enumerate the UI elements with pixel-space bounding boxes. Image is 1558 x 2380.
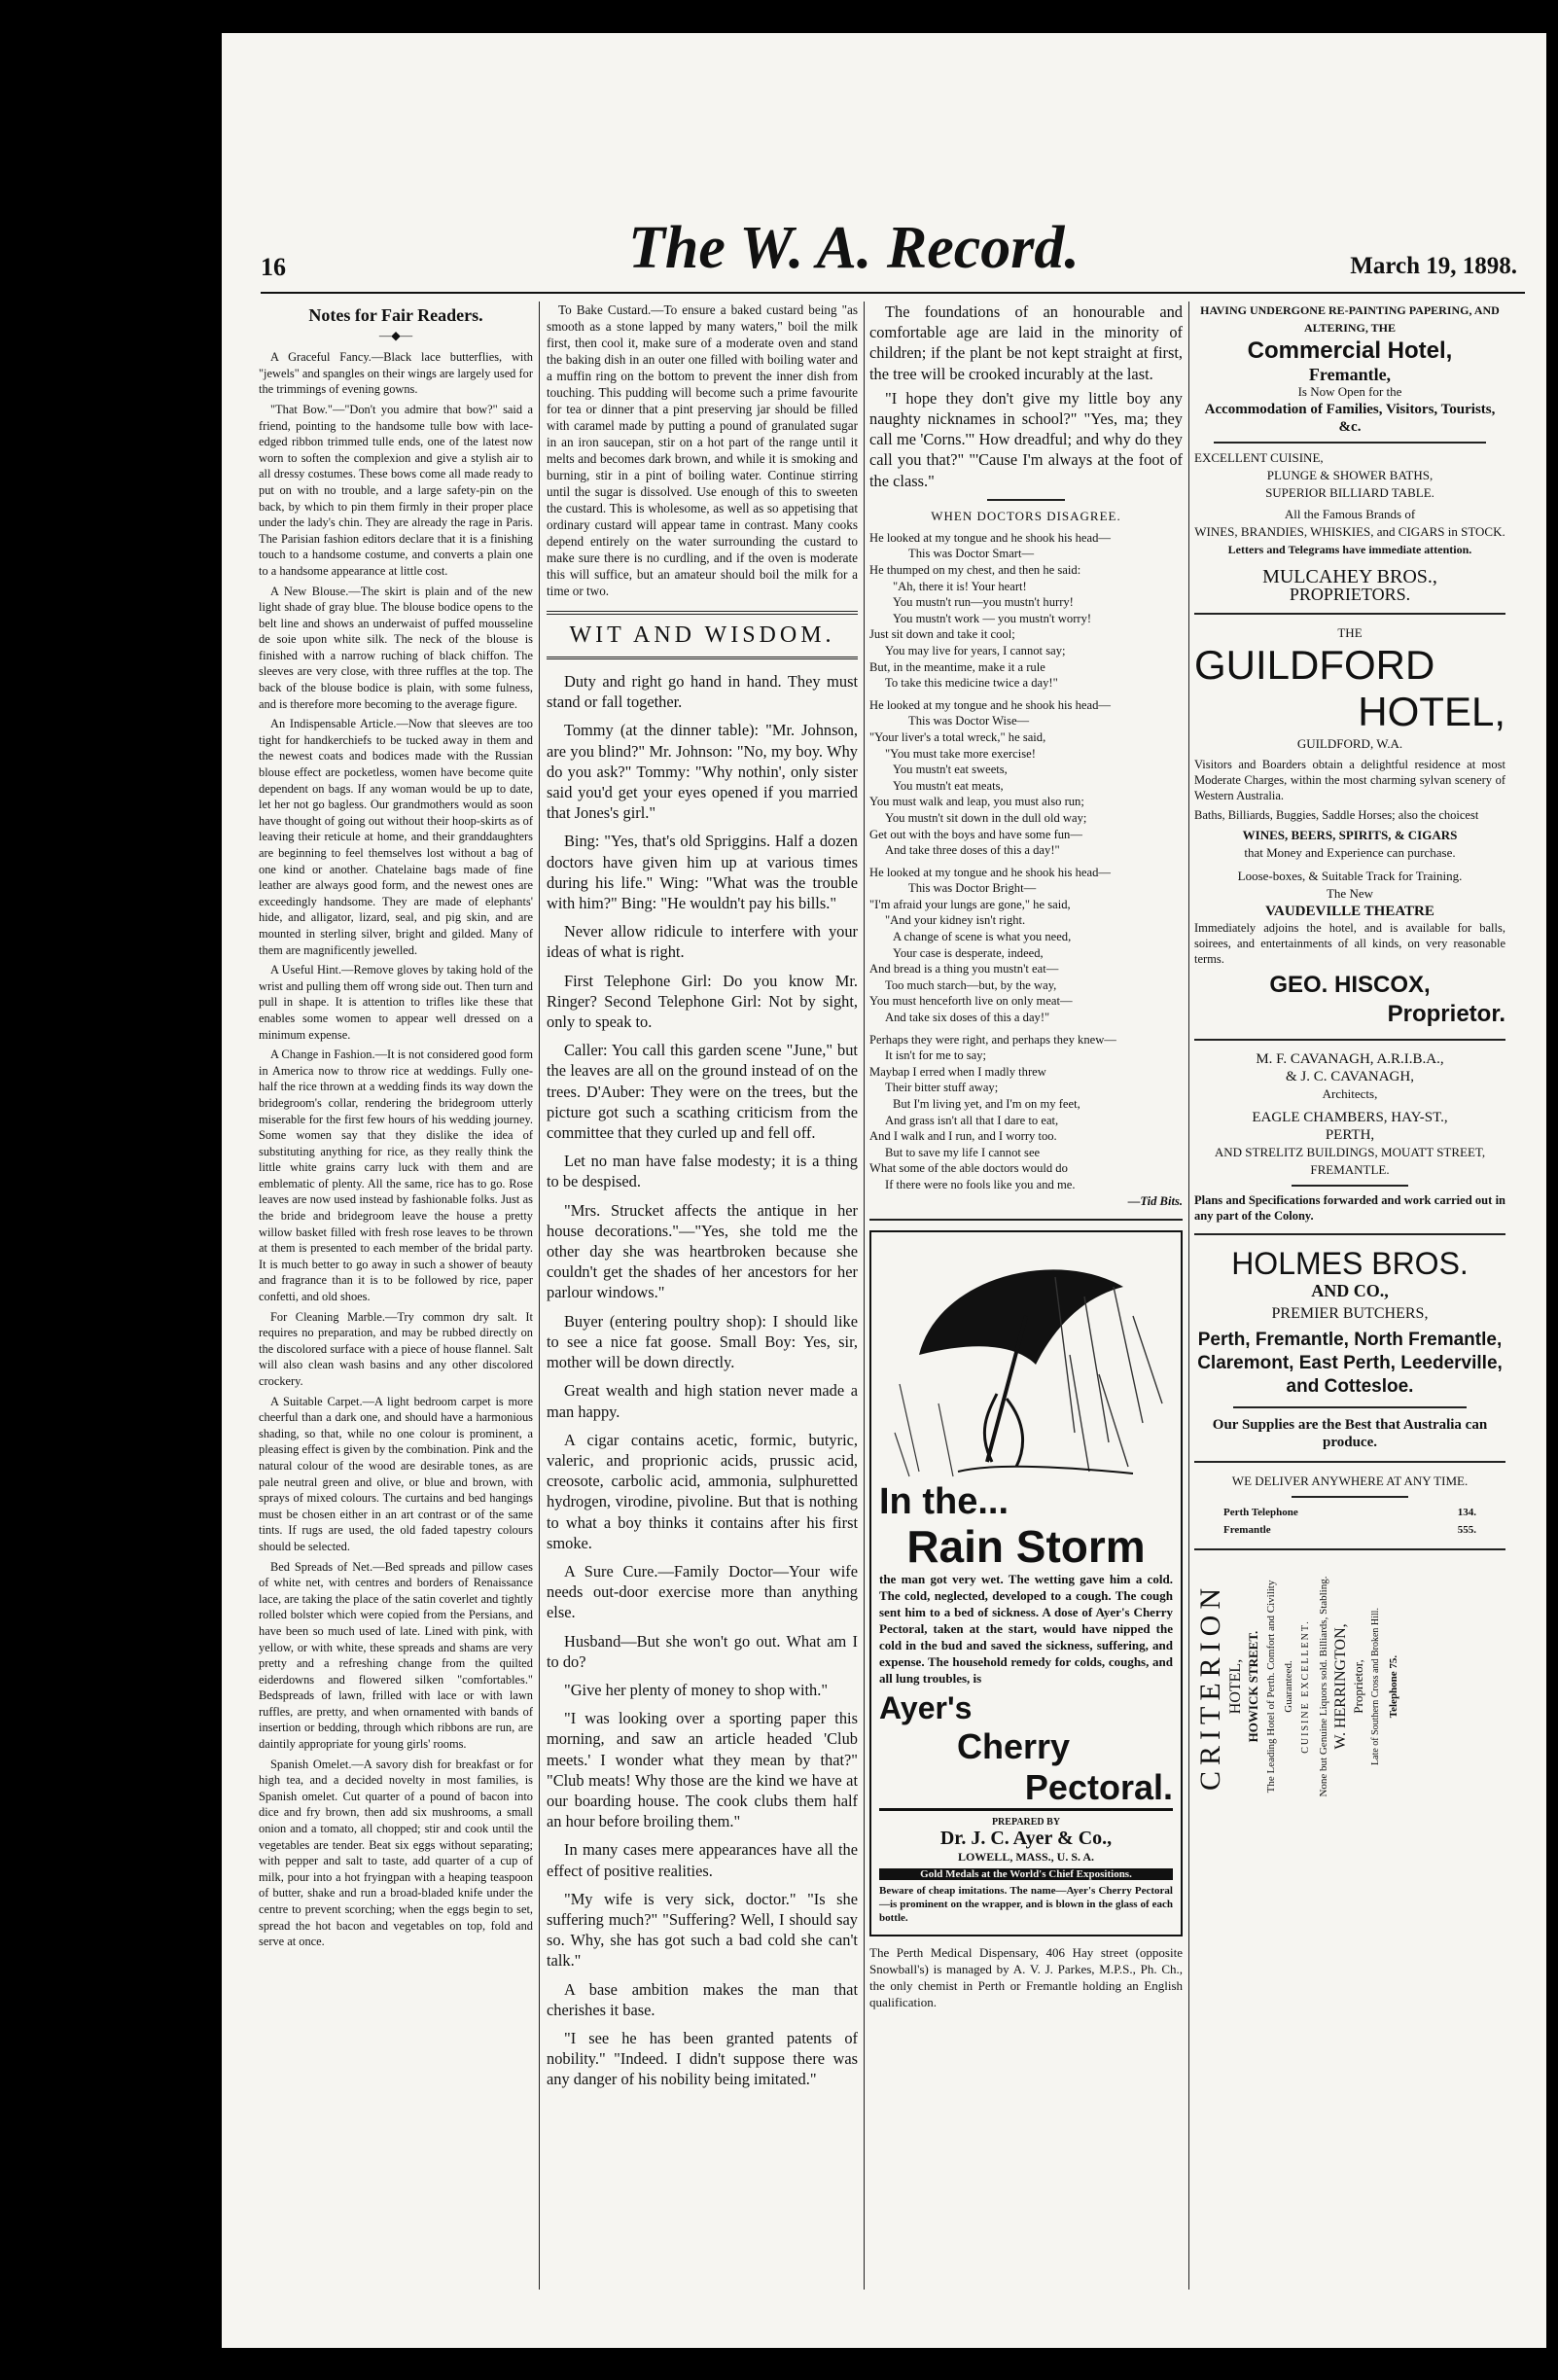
commercial-intro: HAVING UNDERGONE RE-PAINTING PAPERING, AND ALTERING, THE xyxy=(1200,303,1500,335)
holmes-places: Perth, Fremantle, North Fremantle, Claremont, East Perth, Leederville, and Cottesloe. xyxy=(1197,1330,1503,1397)
article-paragraph: In many cases mere appearances have all the effect of positive realities. xyxy=(547,1840,858,1880)
poem-line: It isn't for me to say; xyxy=(885,1048,987,1063)
article-paragraph: "I see he has been granted patents of nobility." "Indeed. I didn't suppose there was any danger of his nobility being imitated." xyxy=(547,2028,858,2089)
divider xyxy=(987,499,1065,501)
poem-line: "And your kidney isn't right. xyxy=(885,913,1026,928)
ayer-body: the man got very wet. The wetting gave him a cold. The cold, neglected, developed to a cough. The cough sent him to a bed of sickness. A dose of Ayer's Cherry Pectoral, taken at the start, would have nipped the cold in the bud and saved the sickness, suffering, and expense. The household remedy for colds, coughs, and all lung troubles, is xyxy=(879,1572,1173,1687)
divider xyxy=(1194,1461,1505,1463)
ayer-headline-2: Rain Storm xyxy=(906,1521,1146,1573)
poem-line: You mustn't eat sweets, xyxy=(893,763,1008,777)
article-paragraph: A cigar contains acetic, formic, butyric, valeric, and proprionic acids, prussic acid, creosote, carbolic acid, ammonia, sulphuretted hydrogen, virodine, pivoline. But that is nothing to what a boy thinks it contains after his first smoke. xyxy=(547,1430,858,1552)
commercial-brands: All the Famous Brands of xyxy=(1284,507,1416,521)
guildford-money: that Money and Experience can purchase. xyxy=(1244,845,1456,860)
ayer-prepared: PREPARED BY xyxy=(991,1817,1061,1829)
telephone-row xyxy=(1194,1521,1505,1539)
poem-line: He looked at my tongue and he shook his head— xyxy=(869,865,1111,879)
holmes-supplies: Our Supplies are the Best that Australia can produce. xyxy=(1212,1417,1488,1450)
holmes-name: HOLMES BROS. xyxy=(1231,1246,1469,1281)
holmes-bros-ad xyxy=(1194,1245,1505,1539)
commercial-hotel-ad xyxy=(1194,302,1505,603)
poem-line: Just sit down and take it cool; xyxy=(869,627,1015,642)
commercial-wines: WINES, BRANDIES, WHISKIES, and CIGARS in STOCK. xyxy=(1194,524,1505,539)
custard-recipe: To Bake Custard.—To ensure a baked custard being "as smooth as a stone lapped by many waters," boil the milk first, then cool it, make sure of a moderate oven and stand the baking dish in an outer one filled with boiling water and a muffin ring on the bottom to prevent the inner dish from touching. This pudding will become such a prime favourite for tea or dinner that a pint preserving jar should be filled with caramel made by putting a pound of granulated sugar in an iron saucepan, stir on a hot part of the range until it melts and becomes dark brown, and while it is smoking and burning, stir in a pint of boiling water. Continue stirring until the sugar is dissolved. Use enough of this to sweeten the custard. This is wholesome, as well as so appetising that ordinary custard will appear tame in contrast. Many cooks depend entirely on the water surrounding the custard to make sure there is no curdling, and if the oven is moderate this will suffice, but an amateur should boil the milk for a time or two. xyxy=(547,302,858,598)
poem-credit: —Tid Bits. xyxy=(1127,1193,1183,1208)
article-paragraph: "Give her plenty of money to shop with." xyxy=(564,1680,829,1699)
guildford-baths: Baths, Billiards, Buggies, Saddle Horses; also the choicest xyxy=(1194,808,1479,822)
poem-line: Too much starch—but, by the way, xyxy=(885,977,1057,992)
architects-line: PERTH, xyxy=(1325,1127,1375,1143)
criterion-prop: W. HERRINGTON, xyxy=(1332,1623,1349,1750)
architects-ad xyxy=(1194,1050,1505,1224)
ayer-brand-1: Ayer's xyxy=(879,1690,973,1726)
article-paragraph: A Useful Hint.—Remove gloves by taking hold of the wrist and pulling them off wrong side out. Then turn and pull in shape. It is attention to trifles like these that enables some women to appear well dressed on a minimum expense. xyxy=(259,963,533,1042)
divider xyxy=(1194,1548,1505,1550)
poem-line: "Your liver's a total wreck," he said, xyxy=(869,729,1046,744)
section-title: Notes for Fair Readers. xyxy=(308,305,483,325)
divider xyxy=(1194,1233,1505,1235)
holmes-co: AND CO., xyxy=(1311,1281,1389,1300)
article-paragraph: For Cleaning Marble.—Try common dry salt. It requires no preparation, and may be rubbed directly on the discolored surface with a piece of house flannel. Salt will also clean wash basins and any other discolored crockery. xyxy=(259,1309,533,1388)
poem-line: You mustn't sit down in the dull old way; xyxy=(885,810,1087,825)
poem-line: Perhaps they were right, and perhaps they knew— xyxy=(869,1032,1116,1047)
guildford-adjoins: Immediately adjoins the hotel, and is available for balls, soirees, and entertainments of all kinds, on very reasonable terms. xyxy=(1194,921,1505,966)
poem-line: But to save my life I cannot see xyxy=(885,1145,1041,1159)
article-paragraph: The foundations of an honourable and comfortable age are laid in the minority of children; if the plant be not kept straight at first, the tree will be crooked incurably at the last. xyxy=(869,302,1183,383)
poem-line: You mustn't work — you mustn't worry! xyxy=(893,611,1092,625)
article-paragraph: "That Bow."—"Don't you admire that bow?" said a friend, pointing to the handsome tulle bow with lace-edged ribbon trimmed tulle ends, one of the latest now worn to soften the complexion and give a stylish air to all dressy costumes. These bows come all made ready to put on with no trouble, and a large safety-pin on the back, by which to pin them firmly in their proper place under the lady's chin. They are already the rage in Paris. The Parisian fashion editors declare that it is a finishing touch to a handsome costume, and converts a plain one to a handsome appearance at little cost. xyxy=(259,402,533,578)
commercial-accom: Accommodation of Families, Visitors, Tourists, &c. xyxy=(1204,402,1496,435)
article-paragraph: "I was looking over a sporting paper this morning, and saw an article headed 'Club meets.' I wonder what they mean by that?" "Club meats! Why those are the kind we have at our boarding house. The cook clubs them half an hour before broiling them." xyxy=(547,1709,858,1831)
poem-line: Get out with the boys and have some fun— xyxy=(869,827,1082,841)
article-paragraph: Spanish Omelet.—A savory dish for breakfast or for high tea, and a decided novelty in most families, is Spanish omelet. Cut quarter of a pound of bacon into dice and fry brown, then add six mushrooms, a small onion and a tomato, all chopped; stir and cook until the vegetables are tender. Beat six eggs without separating; with pepper and salt to taste, add quarter of a cup of milk, pour into a hot fryingpan with a heaping teaspoon of butter, shake and run a broad-bladed knife under the centre to prevent scorching; when the eggs begin to set, spread the hot bacon and vegetables on top, fold and serve at once. xyxy=(259,1757,533,1949)
holmes-trade: PREMIER BUTCHERS, xyxy=(1271,1305,1429,1322)
poem-line: What some of the able doctors would do xyxy=(869,1161,1068,1176)
criterion-tel: Telephone 75. xyxy=(1388,1654,1399,1719)
poem-line: Their bitter stuff away; xyxy=(885,1081,999,1095)
column-rule xyxy=(864,302,865,2290)
article-paragraph: Never allow ridicule to interfere with your ideas of what is right. xyxy=(547,922,858,962)
architects-line: & J. C. CAVANAGH, xyxy=(1286,1069,1414,1084)
divider xyxy=(869,1219,1183,1221)
ayer-brand-2: Cherry xyxy=(957,1726,1071,1767)
poem-line: But I'm living yet, and I'm on my feet, xyxy=(893,1097,1080,1112)
poem-line: You must henceforth live on only meat— xyxy=(869,994,1073,1009)
ayer-headline-1: In the... xyxy=(879,1481,1009,1523)
article-paragraph: A Suitable Carpet.—A light bedroom carpet is more cheerful than a dark one, and should have a harmonious shading, so that, while no one colour is prominent, a pleasing effect is given by the combination. Pink and the natural colour of the wood are desirable tones, as are pale neutral green and olive, or blue and brown, with sprays of mixed colours. The curtains and bed hangings must be chosen either in an art contrast or of the same tints. If rugs are used, the old faded tapestry colours should be selected. xyxy=(259,1394,533,1553)
wit-wisdom-title: WIT AND WISDOM. xyxy=(547,611,858,659)
poem-line: You mustn't run—you mustn't hurry! xyxy=(893,595,1074,610)
poem-line: To take this medicine twice a day!" xyxy=(885,676,1058,691)
article-paragraph: A Change in Fashion.—It is not considered good form in America now to throw rice at weddings. Fully one-half the rice thrown at a wedding finds its way down the bridegroom's collar, rendering the bridegroom utterly miserable for the first few hours of his wedding journey. Some women say that they dislike the idea of substituting anything for rice, as they really think the little white grains carry luck with them and are emblematic of plenty. All the same, rice has to go. Rose leaves are now used instead by fashionable folks. Just as the bride and bridegroom leave the house a pretty willow basket filled with fresh rose leaves to be thrown at them is presented to each member of the bridal party. It is much better to go away in such a shower of beauty and fragrance than it is to be followed by rice, paper confetti, and old shoes. xyxy=(259,1048,533,1304)
poem-line: And take three doses of this a day!" xyxy=(885,843,1060,858)
poem-line: You must walk and leap, you must also run; xyxy=(869,795,1084,809)
commercial-letters: Letters and Telegrams have immediate attention. xyxy=(1227,543,1472,556)
newspaper-page xyxy=(222,33,1546,2348)
guildford-visitors: Visitors and Boarders obtain a delightful residence at most Moderate Charges, within the most charming sylvan scenery of Western Australia. xyxy=(1194,758,1505,802)
ayer-medals: Gold Medals at the World's Chief Expositions. xyxy=(879,1868,1173,1880)
ayer-brand-3: Pectoral. xyxy=(879,1767,1173,1811)
column-wit-and-wisdom xyxy=(547,302,858,2328)
telephone-label: Fremantle xyxy=(1223,1524,1271,1536)
column-doctors-ayer xyxy=(869,302,1183,2328)
title-ornament: —◆— xyxy=(378,328,413,342)
commercial-line: EXCELLENT CUISINE, xyxy=(1194,450,1324,465)
poem-line: And grass isn't all that I dare to eat, xyxy=(885,1113,1059,1127)
telephone-row xyxy=(1194,1504,1505,1521)
article-paragraph: A Graceful Fancy.—Black lace butterflies, with "jewels" and spangles on their wings are largely used for the trimmings of evening gowns. xyxy=(259,350,533,397)
article-paragraph: Caller: You call this garden scene "June," but the leaves are all on the ground instead of on the trees. D'Auber: They were on the trees, but the picture got such a scathing criticism from the committee that they curled up and fell off. xyxy=(547,1041,858,1143)
ayer-maker: Dr. J. C. Ayer & Co., xyxy=(939,1828,1113,1850)
telephone-label: Perth Telephone xyxy=(1223,1507,1298,1518)
dispensary-notice: The Perth Medical Dispensary, 406 Hay street (opposite Snowball's) is managed by A. V. J. Parkes, M.P.S., Ph. Ch., the only chemist in Perth or Fremantle holding an English qualification. xyxy=(869,1945,1183,2010)
architects-line: AND STRELITZ BUILDINGS, MOUATT STREET, FREMANTLE. xyxy=(1214,1145,1486,1177)
article-paragraph: A New Blouse.—The skirt is plain and of the new light shade of gray blue. The blouse bodice opens to the belt line and shows an underwaist of puffed mousseline de soie upon white silk. The neck of the blouse is finished with a narrow ruching of black chiffon. The sleeves are very close, with three ruffles at the top. The back of the blouse bodice is plain, with some fulness, and is therefore more becoming to the average figure. xyxy=(259,584,533,711)
criterion-proprietor: Proprietor, xyxy=(1351,1659,1365,1714)
article-paragraph: Great wealth and high station never made a man happy. xyxy=(547,1381,858,1421)
poem-title: WHEN DOCTORS DISAGREE. xyxy=(931,508,1121,523)
poem xyxy=(869,530,1183,1209)
article-paragraph: Bed Spreads of Net.—Bed spreads and pillow cases of white net, with centres and borders of Renaissance lace, are taking the place of the satin coverlet and tightly rolled bolster which were copied from the Persians, and have been so much used of late. Lined with pink, with yellow, or with white, these spreads and shams are very pretty and a refreshing change from the quilted eiderdowns and flowered silken "comfortables." Bedspreads of lawn, frilled with lace or with lawn ruffles, are pretty, and when ornamented with bands of insertion or bedding, through which ribbons are run, are daintily appropriate for young girls' rooms. xyxy=(259,1559,533,1752)
poem-line: But, in the meantime, make it a rule xyxy=(869,659,1045,674)
poem-line: He thumped on my chest, and then he said: xyxy=(869,563,1081,578)
guildford-place: GUILDFORD, W.A. xyxy=(1296,736,1403,751)
article-paragraph: A base ambition makes the man that cherishes it base. xyxy=(547,1979,858,2019)
criterion-hotel: HOTEL, xyxy=(1227,1658,1244,1715)
article-paragraph: Let no man have false modesty; it is a thing to be despised. xyxy=(547,1152,858,1191)
telephone-number: 555. xyxy=(1457,1524,1476,1536)
page-number: 16 xyxy=(261,253,286,281)
divider xyxy=(1194,1039,1505,1041)
poem-line: This was Doctor Smart— xyxy=(908,547,1035,561)
article-paragraph: First Telephone Girl: Do you know Mr. Ringer? Second Telephone Girl: Not by sight, only to speak to. xyxy=(547,971,858,1032)
article-paragraph: Duty and right go hand in hand. They must stand or fall together. xyxy=(547,672,858,712)
poem-line: "Ah, there it is! Your heart! xyxy=(893,579,1027,593)
commercial-town: Fremantle, xyxy=(1308,365,1392,384)
column-rule xyxy=(1188,302,1189,2290)
divider xyxy=(1233,1406,1467,1408)
poem-line: If there were no fools like you and me. xyxy=(885,1177,1076,1191)
commercial-line: SUPERIOR BILLIARD TABLE. xyxy=(1265,485,1434,500)
poem-line: Maybap I erred when I madly threw xyxy=(869,1064,1046,1079)
article-paragraph: Tommy (at the dinner table): "Mr. Johnson, are you blind?" Mr. Johnson: "No, my boy. Why do you ask?" Tommy: "Why nothin', only sister said you'd get your eyes opened if you married that Jones's girl." xyxy=(547,721,858,823)
article-paragraph: An Indispensable Article.—Now that sleeves are too tight for handkerchiefs to be tucked away in them and the newest coats and bodices made with the Russian blouse effect are pocketless, women have become quite dependent on bags. If any woman would be up to date, let her not go bagless. Our grandmothers would as soon have thought of going out without their hoop-skirts as of leaving their reticule at home, and their granddaughters are beginning to feel themselves lost without a bag of one kind or another. Chatelaine bags made of fine leather are always good form, and the newest ones are exceedingly handsome. They are made of elephants' hide, and alligator, lizard, seal, and pig skin, and are mounted in sterling silver, bright and gilded. Many of them are magnificently jewelled. xyxy=(259,717,533,957)
article-paragraph: A Sure Cure.—Family Doctor—Your wife needs out-door exercise more than anything else. xyxy=(547,1561,858,1622)
ayer-place: LOWELL, MASS., U. S. A. xyxy=(957,1850,1095,1865)
poem-line: "You must take more exercise! xyxy=(885,746,1036,761)
divider xyxy=(1292,1496,1408,1498)
criterion-liquors: None but Genuine Liquors sold. Billiards, Stabling. xyxy=(1318,1576,1329,1797)
architects-line: Architects, xyxy=(1322,1086,1378,1101)
commercial-line: PLUNGE & SHOWER BATHS, xyxy=(1266,468,1434,482)
poem-line: A change of scene is what you need, xyxy=(893,930,1072,944)
commercial-open: Is Now Open for the xyxy=(1297,384,1402,399)
architects-plans: Plans and Specifications forwarded and work carried out in any part of the Colony. xyxy=(1194,1193,1505,1223)
criterion-hotel-ad xyxy=(1194,1560,1505,1813)
column-fair-readers xyxy=(259,302,533,2328)
column-advertisements xyxy=(1194,302,1505,2328)
poem-line: This was Doctor Wise— xyxy=(908,714,1030,728)
guildford-theatre: VAUDEVILLE THEATRE xyxy=(1265,904,1434,919)
poem-line: "I'm afraid your lungs are gone," he said, xyxy=(869,897,1071,911)
commercial-props: MULCAHEY BROS., xyxy=(1262,566,1437,587)
divider xyxy=(1214,442,1486,444)
guildford-the: THE xyxy=(1337,625,1363,640)
guildford-wines: WINES, BEERS, SPIRITS, & CIGARS xyxy=(1242,828,1458,842)
poem-line: This was Doctor Bright— xyxy=(908,881,1037,896)
article-paragraph: "Mrs. Strucket affects the antique in her house decorations."—"Yes, she told me the other day she was heartbroken because she couldn't get the shades of her ancestors for her parlour windows." xyxy=(547,1200,858,1302)
poem-line: He looked at my tongue and he shook his head— xyxy=(869,530,1111,545)
poem-line: You may live for years, I cannot say; xyxy=(885,643,1066,657)
article-paragraph: "I hope they don't give my little boy any naughty nicknames in school?" "Yes, ma; they call me 'Corns.'" How dreadful; and why do they call you that?" "'Cause I'm always at the foot of the class." xyxy=(869,388,1183,490)
poem-line: He looked at my tongue and he shook his head— xyxy=(869,697,1111,712)
guildford-hotel-ad xyxy=(1194,624,1505,1029)
issue-date: March 19, 1898. xyxy=(1350,253,1517,279)
article-paragraph: Husband—But she won't go out. What am I to do? xyxy=(547,1631,858,1671)
telephone-number: 134. xyxy=(1457,1507,1476,1518)
guildford-prop-1: GEO. HISCOX, xyxy=(1269,972,1431,998)
criterion-leading: The Leading Hotel of Perth. Comfort and Civility Guaranteed. xyxy=(1265,1580,1294,1794)
column-rule xyxy=(539,302,540,2290)
commercial-name: Commercial Hotel, xyxy=(1247,337,1453,364)
poem-line: You mustn't eat meats, xyxy=(893,778,1004,793)
divider xyxy=(1292,1185,1408,1187)
ayer-advert xyxy=(869,1230,1183,1936)
ayer-beware: Beware of cheap imitations. The name—Ayer's Cherry Pectoral—is prominent on the wrapper, and is blown in the glass of each bottle. xyxy=(879,1885,1173,1925)
poem-line: And bread is a thing you mustn't eat— xyxy=(869,962,1059,977)
poem-line: Your case is desperate, indeed, xyxy=(893,945,1044,960)
guildford-name-1: GUILDFORD xyxy=(1194,642,1435,688)
divider xyxy=(1194,613,1505,615)
guildford-new: The New xyxy=(1326,886,1373,901)
architects-line: EAGLE CHAMBERS, HAY-ST., xyxy=(1252,1110,1448,1125)
guildford-prop-2: Proprietor. xyxy=(1387,1001,1505,1027)
architects-line: M. F. CAVANAGH, A.R.I.B.A., xyxy=(1256,1051,1444,1067)
criterion-street: HOWICK STREET. xyxy=(1246,1630,1260,1743)
guildford-loose: Loose-boxes, & Suitable Track for Training. xyxy=(1237,869,1463,883)
poem-line: And take six doses of this a day!" xyxy=(885,1011,1050,1025)
article-paragraph: "My wife is very sick, doctor." "Is she suffering much?" "Suffering? Well, I should say so. Why, she has got such a bad cold she can't talk." xyxy=(547,1889,858,1971)
header-rule xyxy=(261,292,1525,294)
masthead: The W. A. Record. xyxy=(628,215,1080,281)
umbrella-illustration xyxy=(880,1238,1172,1481)
holmes-deliver: WE DELIVER ANYWHERE AT ANY TIME. xyxy=(1231,1474,1469,1488)
article-paragraph: Bing: "Yes, that's old Spriggins. Half a dozen doctors have given him up at various times during his life." Wing: "What was the trouble with him?" Bing: "He wouldn't pay his bills." xyxy=(547,832,858,913)
commercial-props2: PROPRIETORS. xyxy=(1289,585,1411,604)
criterion-name: CRITERION xyxy=(1194,1582,1226,1791)
criterion-cuisine: CUISINE EXCELLENT. xyxy=(1300,1619,1311,1754)
poem-line: And I walk and I run, and I worry too. xyxy=(869,1129,1057,1144)
article-paragraph: Buyer (entering poultry shop): I should like to see a nice fat goose. Small Boy: Yes, sir, mother will be down directly. xyxy=(547,1311,858,1372)
criterion-late: Late of Southern Cross and Broken Hill. xyxy=(1370,1608,1381,1765)
guildford-name-2: HOTEL, xyxy=(1358,689,1505,734)
page-header xyxy=(222,214,1546,294)
